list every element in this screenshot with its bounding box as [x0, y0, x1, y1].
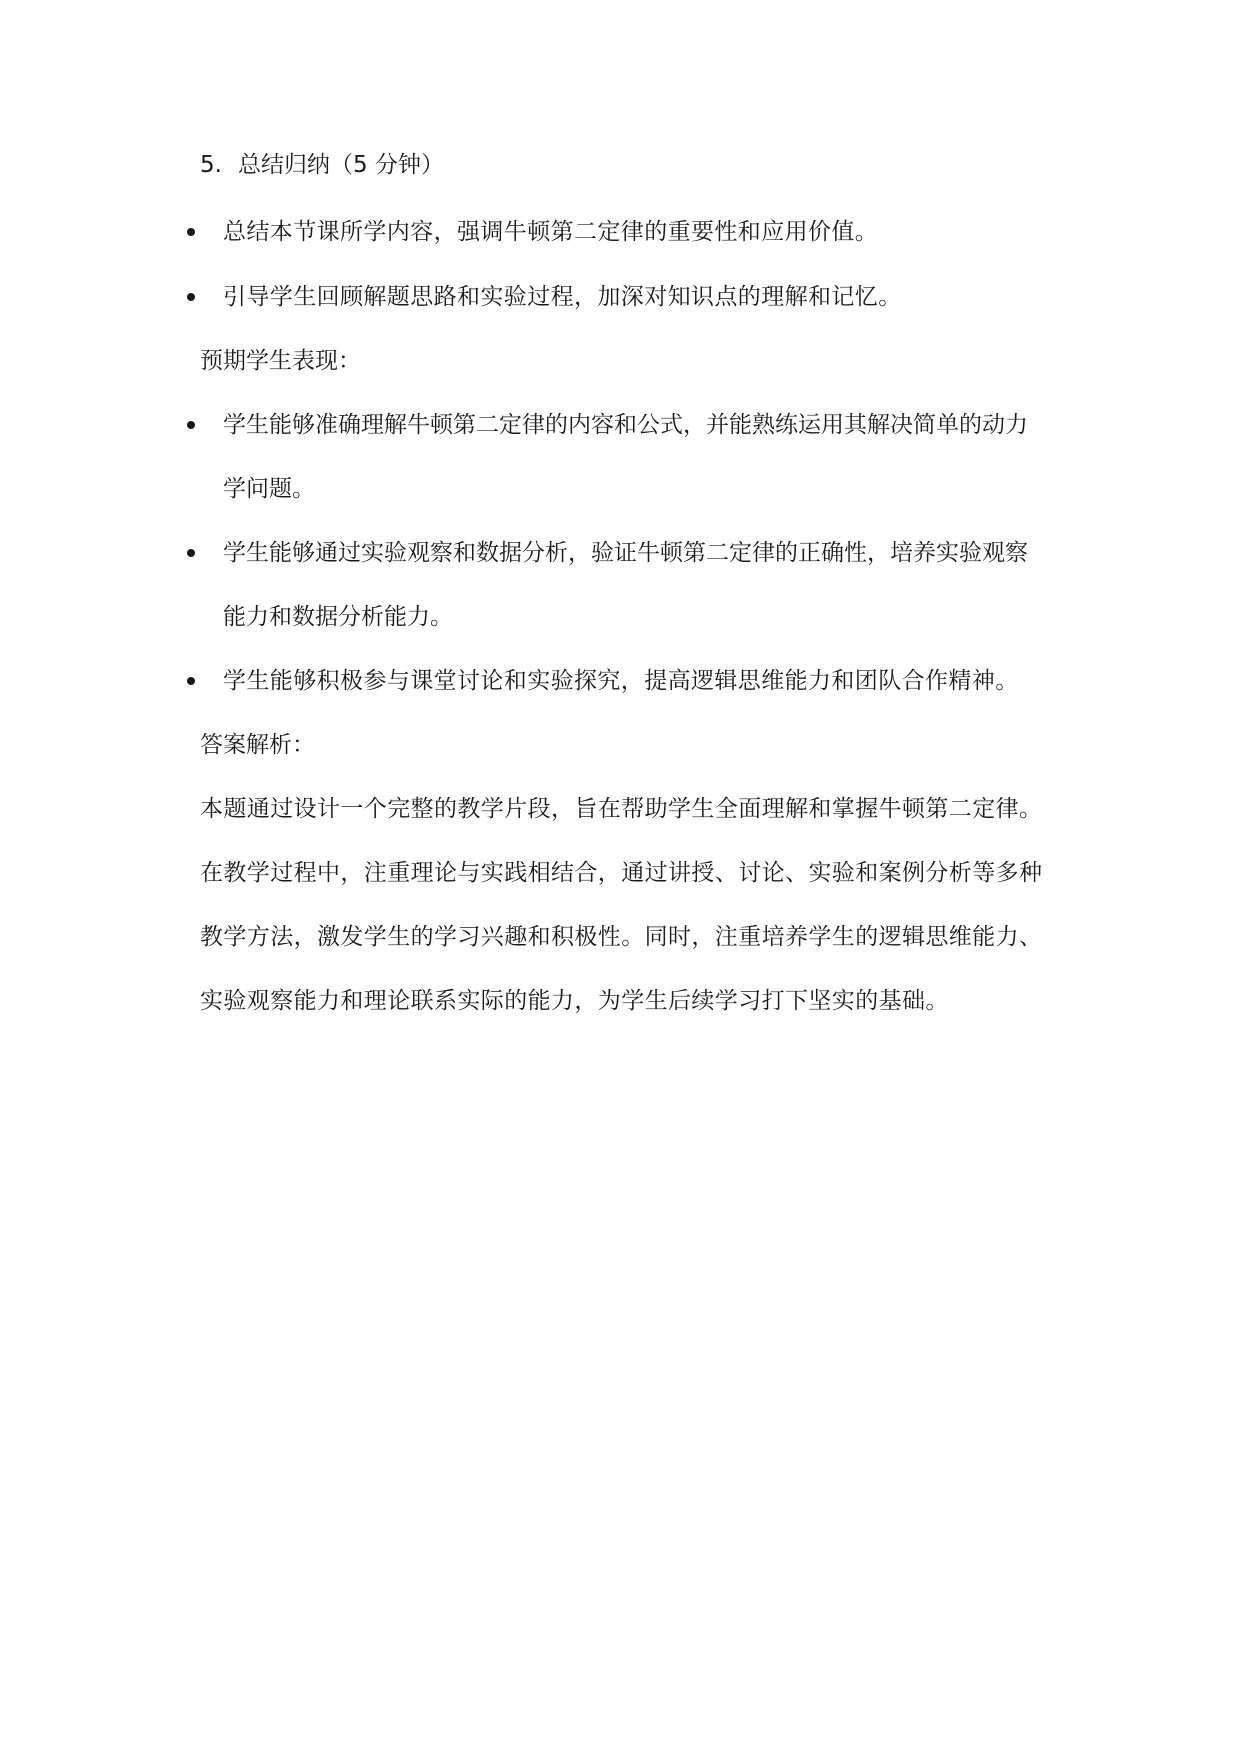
expected-label: 预期学生表现： [200, 348, 361, 374]
answer-line-4: 实验观察能力和理论联系实际的能力，为学生后续学习打下坚实的基础。 [200, 988, 949, 1014]
answer-line-3: 教学方法，激发学生的学习兴趣和积极性。同时，注重培养学生的逻辑思维能力、 [200, 924, 1043, 950]
bullet-dot [187, 293, 195, 301]
answer-label: 答案解析： [200, 732, 315, 758]
expected-item-1-line-1: 学生能够准确理解牛顿第二定律的内容和公式，并能熟练运用其解决简单的动力 [223, 412, 1028, 438]
expected-item-3-line-1: 学生能够积极参与课堂讨论和实验探究，提高逻辑思维能力和团队合作精神。 [223, 668, 1019, 694]
section-title: 总结归纳（5 分钟） [238, 152, 444, 178]
answer-line-2: 在教学过程中，注重理论与实践相结合，通过讲授、讨论、实验和案例分析等多种 [200, 860, 1043, 886]
expected-item-1-line-2: 学问题。 [223, 476, 315, 502]
section-number: 5. [200, 152, 222, 178]
bullet-dot [187, 549, 195, 557]
bullet-dot [187, 228, 195, 236]
bullet-dot [187, 677, 195, 685]
answer-line-1: 本题通过设计一个完整的教学片段，旨在帮助学生全面理解和掌握牛顿第二定律。 [200, 796, 1043, 822]
section-bullet-2: 引导学生回顾解题思路和实验过程，加深对知识点的理解和记忆。 [223, 284, 902, 310]
section-bullet-1: 总结本节课所学内容，强调牛顿第二定律的重要性和应用价值。 [223, 219, 879, 245]
expected-item-2-line-2: 能力和数据分析能力。 [223, 604, 453, 630]
bullet-dot [187, 421, 195, 429]
expected-item-2-line-1: 学生能够通过实验观察和数据分析，验证牛顿第二定律的正确性，培养实验观察 [223, 540, 1028, 566]
